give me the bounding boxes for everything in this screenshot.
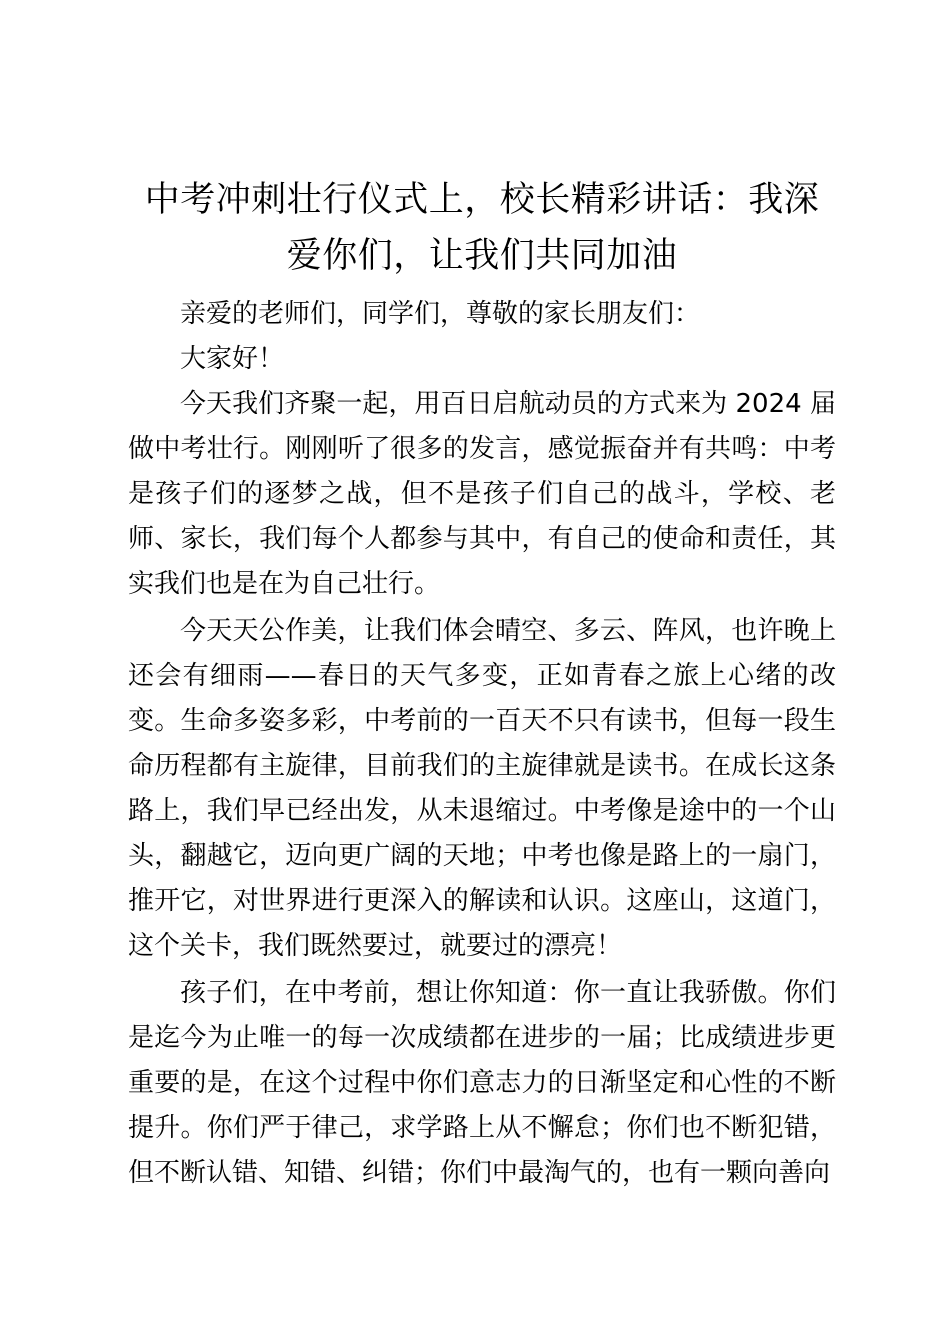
document-title: 中考冲刺壮行仪式上，校长精彩讲话：我深爱你们，让我们共同加油 <box>144 180 820 276</box>
greeting: 大家好！ <box>180 344 285 374</box>
paragraph-3: 孩子们，在中考前，想让你知道：你一直让我骄傲。你们是迄今为止唯一的每一次成绩都在进步的一届；比成绩进步更重要的是，在这个过程中你们意志力的日渐坚定和心性的不断提升。你们严于律己，求学路上从不懈怠；你们也不断犯错，但不断认错、知错、纠错；你们中最淘气的，也有一颗向善向 <box>128 978 836 1188</box>
paragraph-2: 今天天公作美，让我们体会晴空、多云、阵风，也许晚上还会有细雨——春日的天气多变，正如青春之旅上心绪的改变。生命多姿多彩，中考前的一百天不只有读书，但每一段生命历程都有主旋律，目前我们的主旋律就是读书。在成长这条路上，我们早已经出发，从未退缩过。中考像是途中的一个山头，翻越它，迈向更广阔的天地；中考也像是路上的一扇门，推开它，对世界进行更深入的解读和认识。这座山，这道门，这个关卡，我们既然要过，就要过的漂亮！ <box>128 616 836 961</box>
salutation: 亲爱的老师们，同学们，尊敬的家长朋友们： <box>180 299 701 329</box>
document-page <box>128 172 836 1198</box>
document-body <box>128 292 836 1196</box>
paragraph-1: 今天我们齐聚一起，用百日启航动员的方式来为 2024 届做中考壮行。刚刚听了很多的发言，感觉振奋并有共鸣：中考是孩子们的逐梦之战，但不是孩子们自己的战斗，学校、老师、家长，我们每个人都参与其中，有自己的使命和责任，其实我们也是在为自己壮行。 <box>128 389 836 599</box>
